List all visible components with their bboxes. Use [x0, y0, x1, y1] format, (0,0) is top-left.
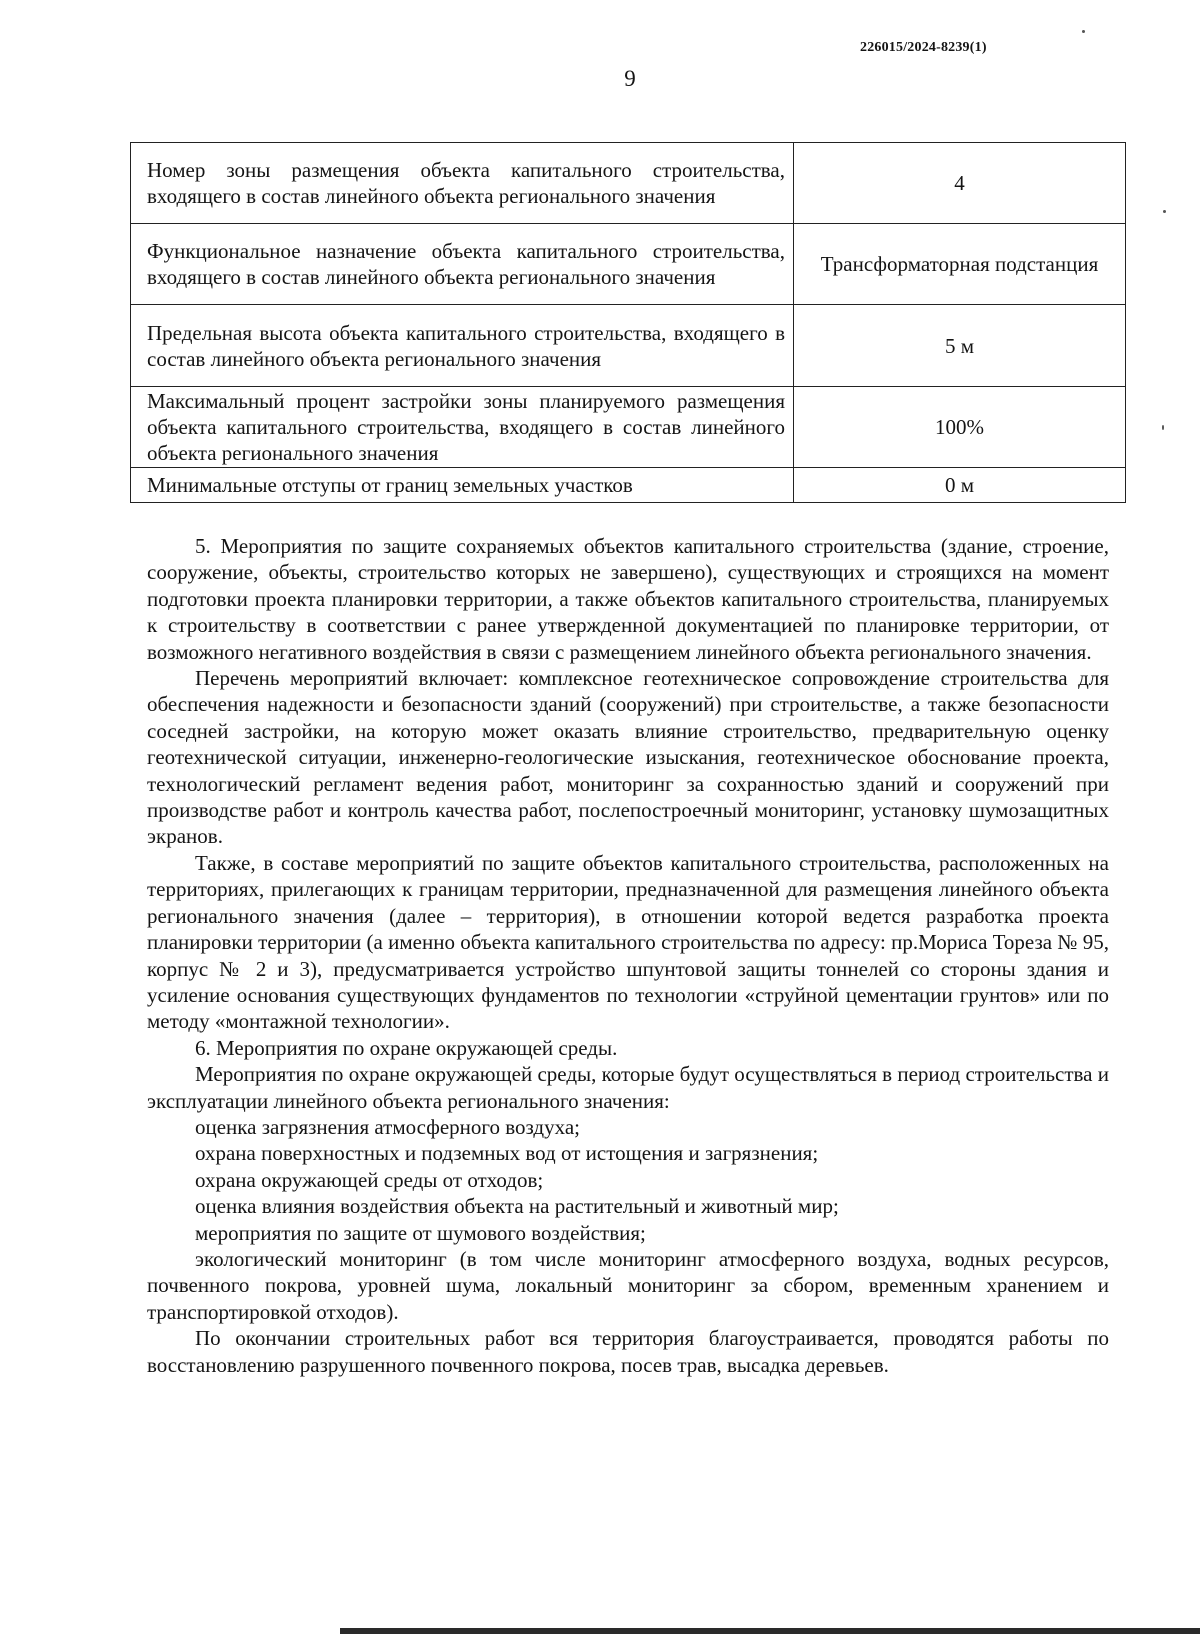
scan-speck: [1082, 30, 1085, 33]
table-row: [131, 224, 1126, 305]
list-item: охрана окружающей среды от отходов;: [195, 1167, 544, 1192]
list-item: мероприятия по защите от шумового воздействия;: [195, 1220, 646, 1245]
page-number: 9: [624, 66, 636, 91]
table-cell-value: 0 м: [794, 468, 1126, 503]
body-text: [147, 533, 1109, 1378]
table-row: [131, 387, 1126, 468]
list-item: экологический мониторинг (в том числе мониторинг атмосферного воздуха, водных ресурсов, почвенного покрова, уровней шума, локальный мониторинг за сбором, временным хранением и транспортировкой отходов).: [147, 1246, 1109, 1324]
table-row: [131, 143, 1126, 224]
table-cell-value: 4: [794, 143, 1126, 224]
table-cell-label: Функциональное назначение объекта капитального строительства, входящего в состав линейного объекта регионального значения: [131, 224, 794, 305]
scan-speck: [1162, 425, 1164, 430]
table-cell-label: Номер зоны размещения объекта капитального строительства, входящего в состав линейного объекта регионального значения: [131, 143, 794, 224]
paragraph-protection-measures: Также, в составе мероприятий по защите объектов капитального строительства, расположенных на территориях, прилегающих к границам территории, предназначенной для размещения линейного объекта регионального значения (далее – территория), в отношении которой ведется разработка проекта планировки территории (а именно объекта капитального строительства по адресу: пр.Мориса Тореза № 95, корпус № 2 и 3), предусматривается устройство шпунтовой защиты тоннелей со стороны здания и усиление основания существующих фундаментов по технологии «струйной цементации грунтов» или по методу «монтажной технологии».: [147, 850, 1109, 1034]
table-cell-value: Трансформаторная подстанция: [794, 224, 1126, 305]
table-row: [131, 468, 1126, 503]
list-item: охрана поверхностных и подземных вод от истощения и загрязнения;: [195, 1141, 819, 1166]
scan-edge-line: [340, 1628, 1200, 1634]
table-cell-label: Максимальный процент застройки зоны планируемого размещения объекта капитального строительства, входящего в состав линейного объекта регионального значения: [131, 387, 794, 468]
list-item: оценка загрязнения атмосферного воздуха;: [195, 1114, 580, 1139]
table-row: [131, 305, 1126, 387]
paragraph-measures-list: Перечень мероприятий включает: комплексное геотехническое сопровождение строительства для обеспечения надежности и безопасности зданий (сооружений) при строительстве, а также безопасности соседней застройки, на которую может оказать влияние строительство, предварительную оценку геотехнической ситуации, инженерно-геологические изыскания, геотехническое обоснование проекта, технологический регламент ведения работ, мониторинг за сохранностью зданий и сооружений при производстве работ и контроль качества работ, послепостроечный мониторинг, установку шумозащитных экранов.: [147, 666, 1109, 849]
paragraph-section-6: 6. Мероприятия по охране окружающей среды.: [195, 1035, 618, 1060]
table-cell-label: Предельная высота объекта капитального строительства, входящего в состав линейного объекта регионального значения: [131, 305, 794, 387]
paragraph-conclusion: По окончании строительных работ вся территория благоустраивается, проводятся работы по восстановлению разрушенного почвенного покрова, посев трав, высадка деревьев.: [147, 1326, 1109, 1377]
table-cell-label: Минимальные отступы от границ земельных участков: [131, 468, 794, 503]
paragraph-environment-intro: Мероприятия по охране окружающей среды, которые будут осуществляться в период строительства и эксплуатации линейного объекта регионального значения:: [147, 1062, 1109, 1113]
table-cell-value: 100%: [794, 387, 1126, 468]
scan-speck: [1163, 210, 1166, 213]
parameters-table: [130, 142, 1126, 503]
table-cell-value: 5 м: [794, 305, 1126, 387]
list-item: оценка влияния воздействия объекта на растительный и животный мир;: [195, 1194, 839, 1219]
document-number: 226015/2024-8239(1): [860, 40, 987, 55]
paragraph-section-5: 5. Мероприятия по защите сохраняемых объектов капитального строительства (здание, строение, сооружение, объекты, строительство которых не завершено), существующих и строящихся на момент подготовки проекта планировки территории, а также объектов капитального строительства, планируемых к строительству в соответствии с ранее утвержденной документацией по планировке территории, от возможного негативного воздействия в связи с размещением линейного объекта регионального значения.: [147, 534, 1109, 664]
